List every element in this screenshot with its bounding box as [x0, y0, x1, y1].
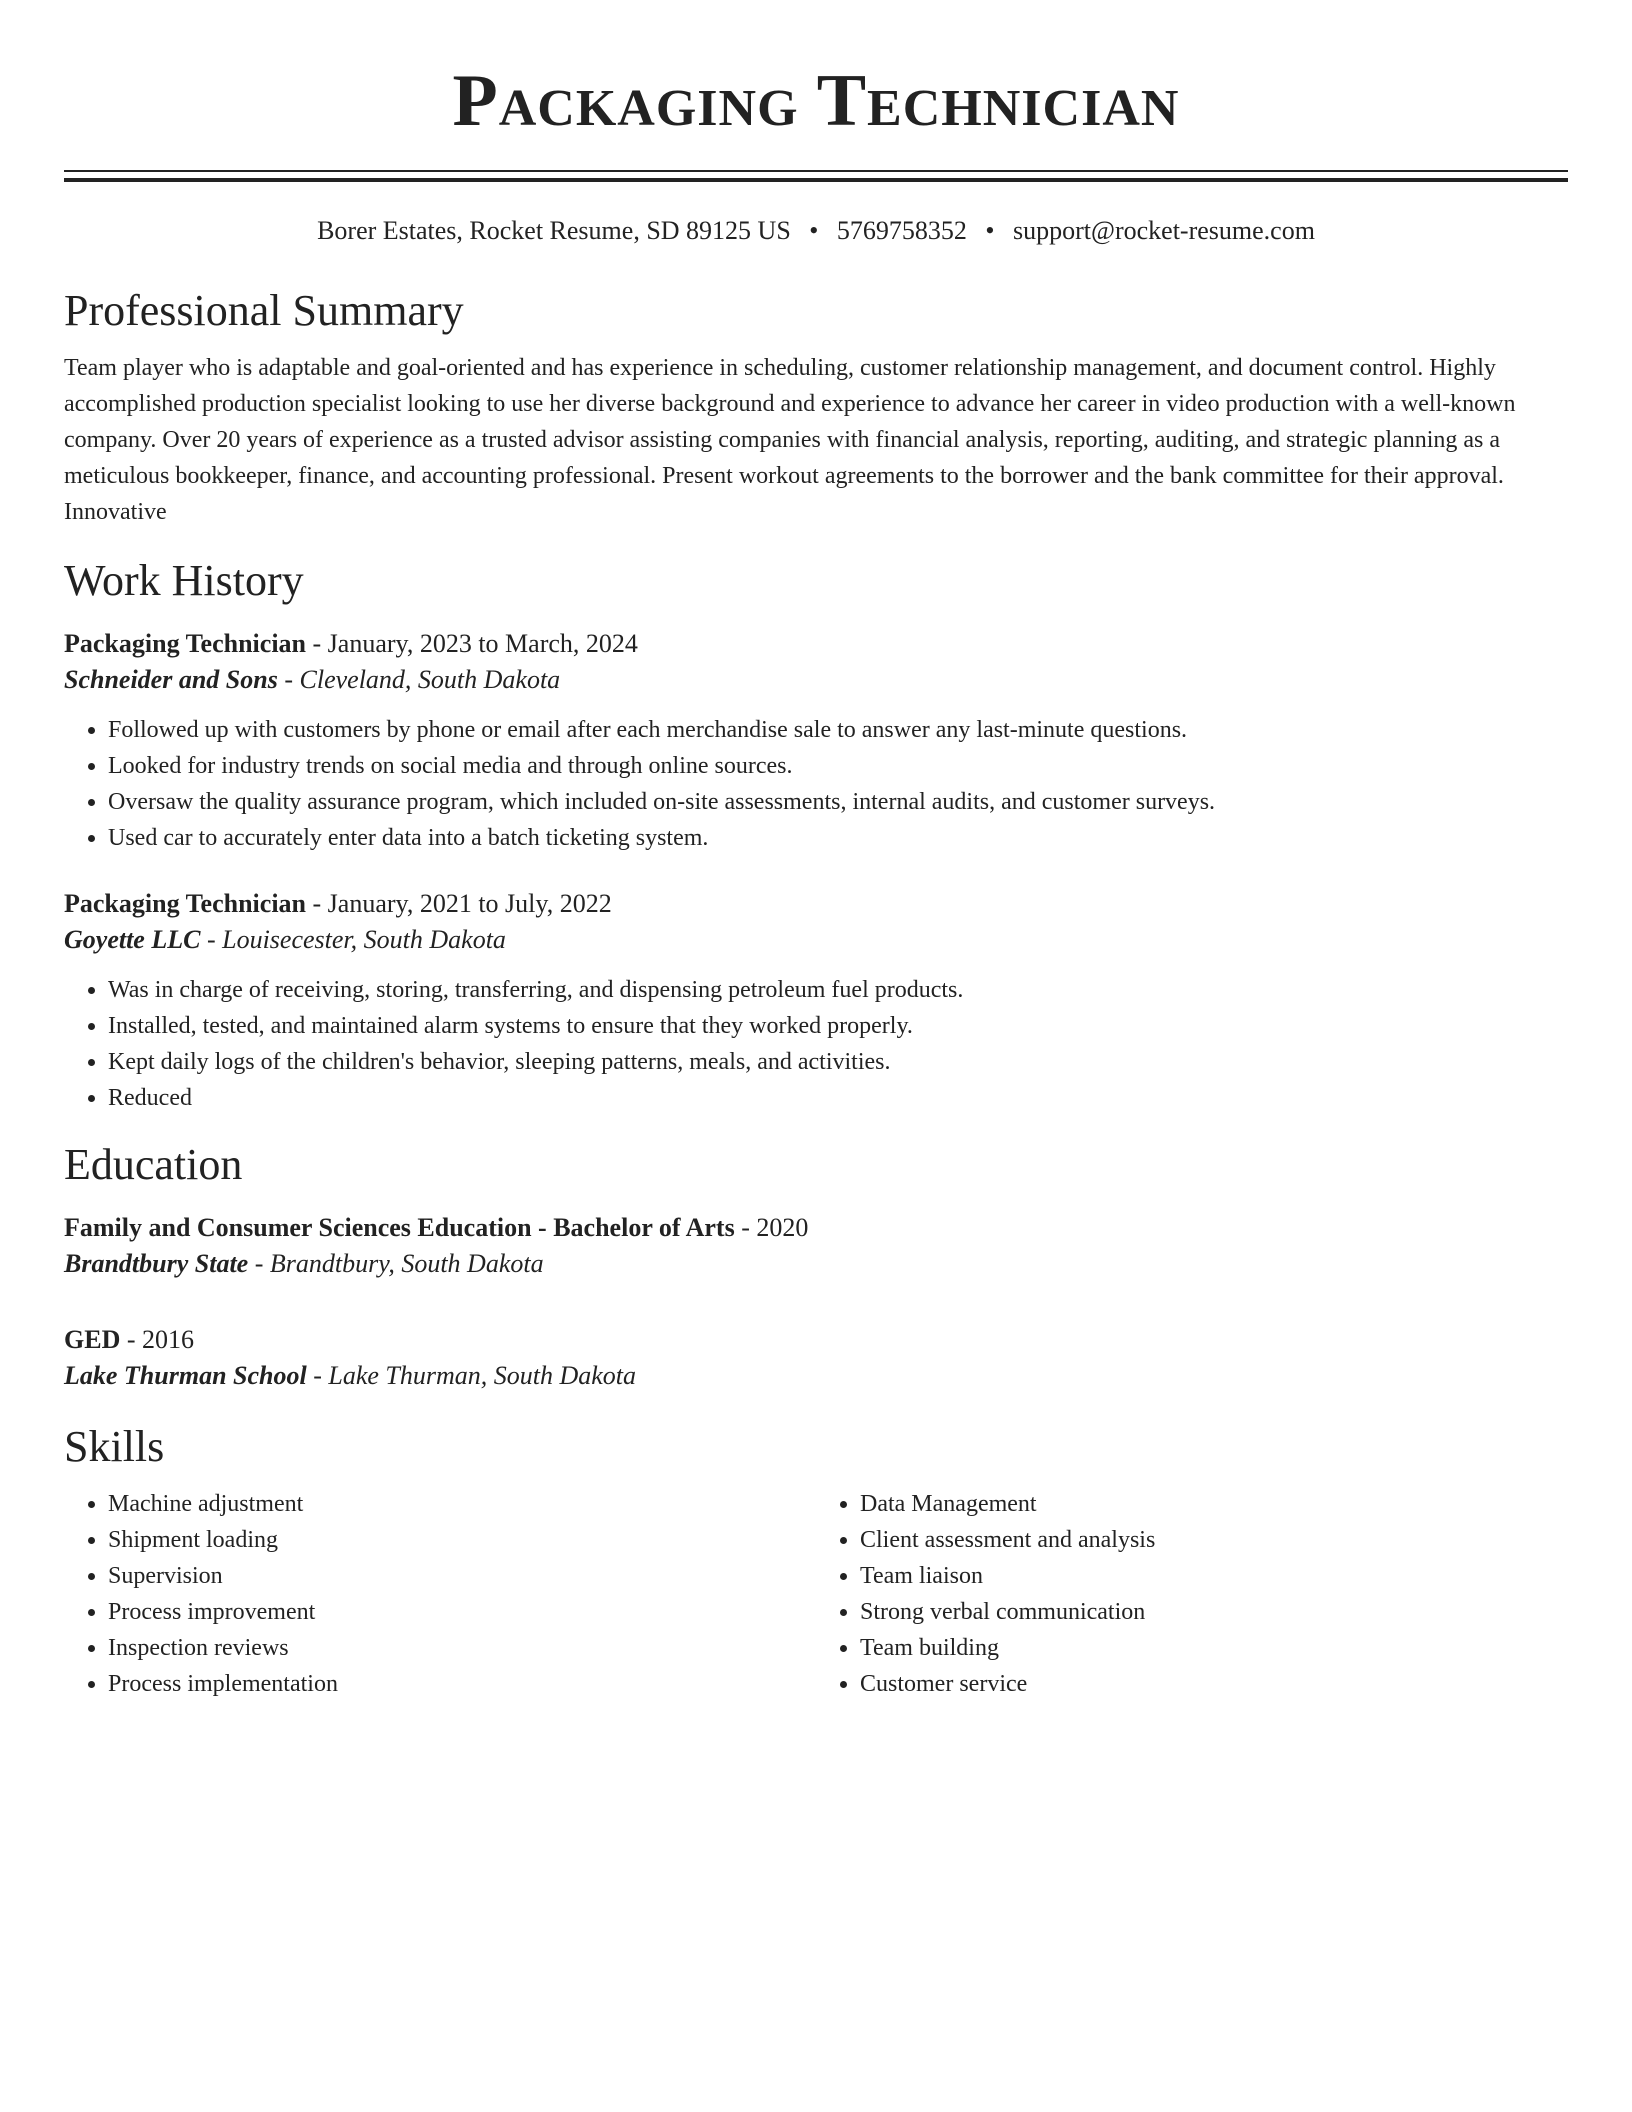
job-title: Packaging Technician	[64, 629, 306, 658]
job-bullet: • Kept daily logs of the children's behavior, sleeping patterns, meals, and activities.	[108, 1044, 1568, 1080]
skill-item: • Process implementation	[108, 1666, 816, 1702]
degree-line	[64, 1322, 1568, 1358]
resume-name: Packaging Technician	[452, 60, 1180, 142]
school-location: - Lake Thurman, South Dakota	[306, 1361, 637, 1390]
skill-item: • Data Management	[860, 1486, 1568, 1522]
skills-section	[64, 1422, 1568, 1702]
degree-title: Family and Consumer Sciences Education - Bachelor of Arts	[64, 1213, 735, 1242]
job-company-line	[64, 662, 1568, 698]
skill-item: • Team liaison	[860, 1558, 1568, 1594]
job-location: - Cleveland, South Dakota	[277, 665, 561, 694]
school-line	[64, 1246, 1568, 1282]
job-bullet: • Reduced	[108, 1080, 1568, 1116]
school-line	[64, 1358, 1568, 1394]
job-bullets	[64, 712, 1568, 856]
job-title-line	[64, 886, 1568, 922]
skill-item: • Shipment loading	[108, 1522, 816, 1558]
contact-separator: •	[985, 216, 995, 245]
job-title: Packaging Technician	[64, 889, 306, 918]
education-section	[64, 1140, 1568, 1394]
job-location: - Louisecester, South Dakota	[200, 925, 506, 954]
contact-line	[64, 216, 1568, 246]
school-name: Brandtbury State	[64, 1249, 249, 1278]
skill-item: • Machine adjustment	[108, 1486, 816, 1522]
job-company: Goyette LLC	[64, 925, 201, 954]
contact-address: Borer Estates, Rocket Resume, SD 89125 US	[317, 216, 791, 245]
header-rule-thick	[64, 178, 1568, 182]
work-history-heading: Work History	[64, 556, 304, 605]
contact-separator: •	[809, 216, 819, 245]
skills-columns	[64, 1486, 1568, 1702]
contact-phone: 5769758352	[836, 216, 967, 245]
skill-item: • Process improvement	[108, 1594, 816, 1630]
skill-item: • Team building	[860, 1630, 1568, 1666]
job-bullets	[64, 972, 1568, 1116]
job-bullet: • Looked for industry trends on social media and through online sources.	[108, 748, 1568, 784]
job-company-line	[64, 922, 1568, 958]
job-entry	[64, 886, 1568, 1116]
degree-year: - 2016	[120, 1325, 195, 1354]
job-entry	[64, 626, 1568, 856]
skills-heading: Skills	[64, 1422, 165, 1471]
skills-list-right	[816, 1486, 1568, 1702]
job-bullet: • Was in charge of receiving, storing, transferring, and dispensing petroleum fuel products.	[108, 972, 1568, 1008]
degree-line	[64, 1210, 1568, 1246]
job-bullet: • Used car to accurately enter data into a batch ticketing system.	[108, 820, 1568, 856]
job-company: Schneider and Sons	[64, 665, 278, 694]
job-title-line	[64, 626, 1568, 662]
skills-list-left	[64, 1486, 816, 1702]
contact-email: support@rocket-resume.com	[1013, 216, 1315, 245]
degree-year: - 2020	[734, 1213, 809, 1242]
job-bullet: • Oversaw the quality assurance program, which included on-site assessments, internal audits, and customer surveys.	[108, 784, 1568, 820]
job-dates: - January, 2021 to July, 2022	[306, 889, 612, 918]
skill-item: • Supervision	[108, 1558, 816, 1594]
degree-title: GED	[64, 1325, 121, 1354]
school-location: - Brandtbury, South Dakota	[248, 1249, 544, 1278]
work-history-section	[64, 556, 1568, 1116]
skill-item: • Inspection reviews	[108, 1630, 816, 1666]
skill-item: • Client assessment and analysis	[860, 1522, 1568, 1558]
education-entry	[64, 1322, 1568, 1394]
education-entry	[64, 1210, 1568, 1282]
education-heading: Education	[64, 1140, 243, 1189]
school-name: Lake Thurman School	[64, 1361, 307, 1390]
summary-heading: Professional Summary	[64, 286, 464, 335]
job-dates: - January, 2023 to March, 2024	[306, 629, 638, 658]
job-bullet: • Followed up with customers by phone or email after each merchandise sale to answer any last-minute questions.	[108, 712, 1568, 748]
header-rule-thin	[64, 170, 1568, 172]
summary-text: Team player who is adaptable and goal-oriented and has experience in scheduling, customer relationship management, and document control. Highly accomplished production specialist looking to use her diverse background and experience to advance her career in video production with a well-known company. Over 20 years of experience as a trusted advisor assisting companies with financial analysis, reporting, auditing, and strategic planning as a meticulous bookkeeper, finance, and accounting professional. Present workout agreements to the borrower and the bank committee for their approval. Innovative	[64, 355, 1516, 525]
job-bullet: • Installed, tested, and maintained alarm systems to ensure that they worked properly.	[108, 1008, 1568, 1044]
skill-item: • Customer service	[860, 1666, 1568, 1702]
summary-section	[64, 286, 1568, 530]
skill-item: • Strong verbal communication	[860, 1594, 1568, 1630]
